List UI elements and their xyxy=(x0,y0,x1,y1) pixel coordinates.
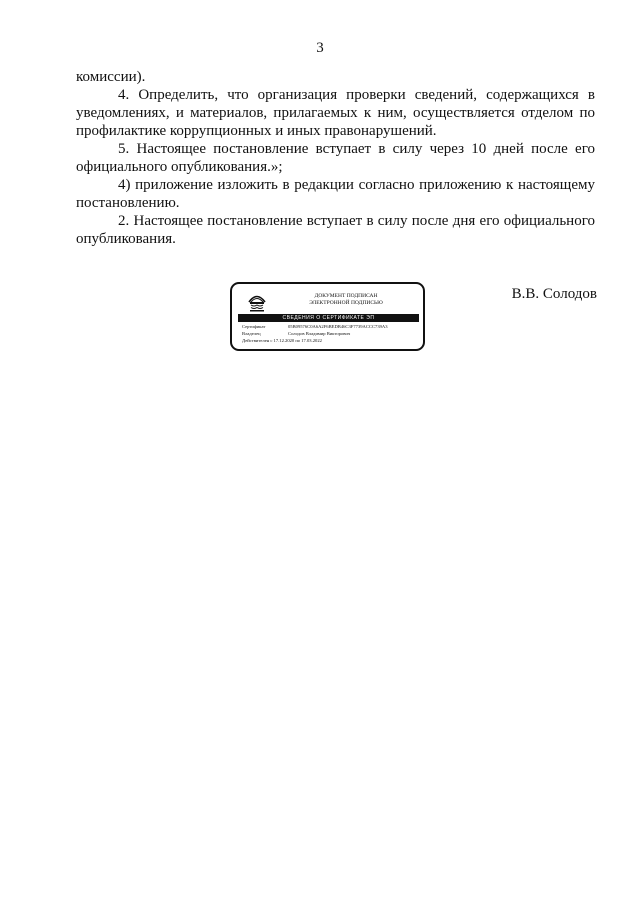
owner-value: Солодов Владимир Викторович xyxy=(288,331,351,336)
document-body xyxy=(76,68,595,248)
signer-name: В.В. Солодов xyxy=(511,286,597,302)
owner-label: Владелец xyxy=(242,331,261,336)
electronic-signature-stamp xyxy=(230,282,425,351)
paragraph-1: комиссии). xyxy=(76,69,146,85)
certificate-row xyxy=(242,324,420,330)
validity-label: Действителен с 17.12.2020 по 17.03.2022 xyxy=(242,338,322,343)
paragraph-5: 2. Настоящее постановление вступает в силу после дня его официального опубликования. xyxy=(76,213,595,247)
stamp-title xyxy=(276,293,416,307)
certificate-value: 05B09576C0A6A2F6BEDB46C3F7739ACCC739A3 xyxy=(288,324,388,329)
owner-row xyxy=(242,331,420,337)
page-number: 3 xyxy=(316,40,324,56)
paragraph-3: 5. Настоящее постановление вступает в силу через 10 дней после его официального опубликования.»; xyxy=(76,141,595,175)
coat-of-arms-icon xyxy=(246,290,268,312)
paragraph-2: 4. Определить, что организация проверки сведений, содержащихся в уведомлениях, и материалов, прилагаемых к ним, осуществляется отделом по профилактике коррупционных и иных правонарушений. xyxy=(76,87,595,139)
stamp-title-line-2: ЭЛЕКТРОННОЙ ПОДПИСЬЮ xyxy=(309,300,383,306)
certificate-header: СВЕДЕНИЯ О СЕРТИФИКАТЕ ЭП xyxy=(238,314,419,322)
certificate-label: Сертификат xyxy=(242,324,266,329)
validity-row xyxy=(242,338,420,344)
paragraph-4: 4) приложение изложить в редакции согласно приложению к настоящему постановлению. xyxy=(76,177,595,211)
stamp-title-line-1: ДОКУМЕНТ ПОДПИСАН xyxy=(314,293,378,299)
